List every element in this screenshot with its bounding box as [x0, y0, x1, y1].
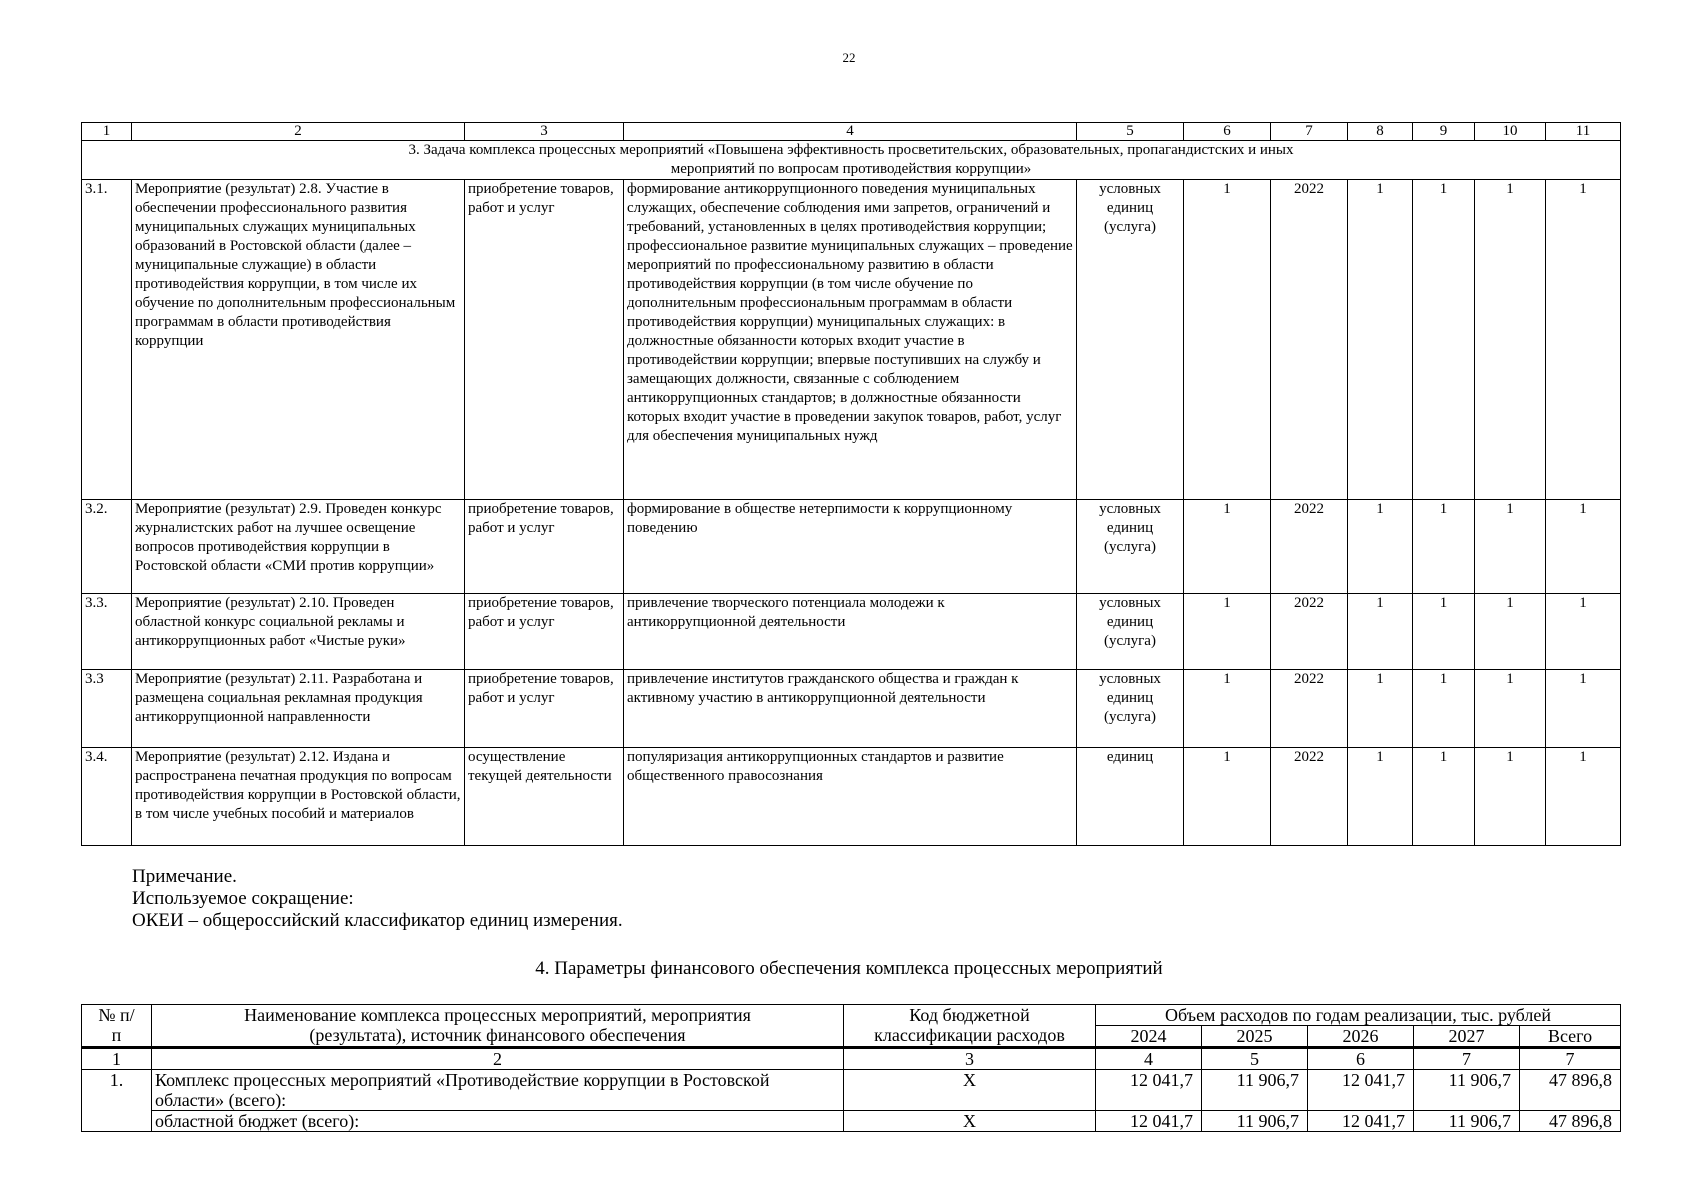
col-number: 2 — [152, 1048, 844, 1070]
activity-type: приобретение товаров, работ и услуг — [465, 180, 624, 500]
unit: условных единиц (услуга) — [1077, 670, 1184, 748]
value-2026: 12 041,7 — [1308, 1070, 1414, 1111]
header-num: № п/п — [82, 1005, 152, 1048]
row-name: областной бюджет (всего): — [152, 1111, 844, 1132]
note-block — [132, 866, 623, 932]
base-value: 1 — [1184, 500, 1271, 594]
activity-name: Мероприятие (результат) 2.12. Издана и распространена печатная продукция по вопросам противодействия коррупции в Ростовской области, в том числе учебных пособий и материалов — [132, 748, 465, 846]
section-row — [82, 141, 1621, 180]
row-number: 3.3. — [82, 594, 132, 670]
col-number: 4 — [624, 123, 1077, 141]
col-number: 6 — [1308, 1048, 1414, 1070]
value-cell: 1 — [1546, 748, 1621, 846]
value-cell: 1 — [1546, 500, 1621, 594]
value-2024: 12 041,7 — [1096, 1111, 1202, 1132]
value-2026: 12 041,7 — [1308, 1111, 1414, 1132]
activity-type: приобретение товаров, работ и услуг — [465, 500, 624, 594]
col-number: 6 — [1184, 123, 1271, 141]
value-cell: 1 — [1546, 594, 1621, 670]
value-cell: 1 — [1475, 594, 1546, 670]
value-2025: 11 906,7 — [1202, 1070, 1308, 1111]
value-total: 47 896,8 — [1520, 1111, 1621, 1132]
col-number: 9 — [1413, 123, 1475, 141]
base-year: 2022 — [1271, 594, 1348, 670]
row-number: 3.4. — [82, 748, 132, 846]
unit: условных единиц (услуга) — [1077, 180, 1184, 500]
header-total: Всего — [1520, 1026, 1621, 1048]
base-year: 2022 — [1271, 500, 1348, 594]
header-code: Код бюджетной классификации расходов — [844, 1005, 1096, 1048]
column-number-row — [82, 1048, 1621, 1070]
value-2027: 11 906,7 — [1414, 1111, 1520, 1132]
financing-table — [81, 1004, 1621, 1132]
header-year: 2026 — [1308, 1026, 1414, 1048]
value-cell: 1 — [1413, 594, 1475, 670]
value-cell: 1 — [1348, 594, 1413, 670]
col-number: 7 — [1520, 1048, 1621, 1070]
value-2025: 11 906,7 — [1202, 1111, 1308, 1132]
activity-type: приобретение товаров, работ и услуг — [465, 670, 624, 748]
header-name: Наименование комплекса процессных мероприятий, мероприятия (результата), источник финансового обеспечения — [152, 1005, 844, 1048]
unit: условных единиц (услуга) — [1077, 500, 1184, 594]
value-cell: 1 — [1475, 500, 1546, 594]
col-number: 1 — [82, 123, 132, 141]
activity-type: осуществление текущей деятельности — [465, 748, 624, 846]
header-year: 2025 — [1202, 1026, 1308, 1048]
value-cell: 1 — [1546, 180, 1621, 500]
col-number: 3 — [844, 1048, 1096, 1070]
table-row — [82, 670, 1621, 748]
value-cell: 1 — [1475, 670, 1546, 748]
value-cell: 1 — [1475, 180, 1546, 500]
activity-name: Мероприятие (результат) 2.9. Проведен конкурс журналистских работ на лучшее освещение вопросов противодействия коррупции в Ростовской области «СМИ против коррупции» — [132, 500, 465, 594]
activity-description: привлечение творческого потенциала молодежи к антикоррупционной деятельности — [624, 594, 1077, 670]
value-2027: 11 906,7 — [1414, 1070, 1520, 1111]
base-value: 1 — [1184, 748, 1271, 846]
section-title: 3. Задача комплекса процессных мероприятий «Повышена эффективность просветительских, образовательных, пропагандистских и иных мероприятий по вопросам противодействия коррупции» — [82, 141, 1621, 180]
activity-name: Мероприятие (результат) 2.10. Проведен областной конкурс социальной рекламы и антикоррупционных работ «Чистые руки» — [132, 594, 465, 670]
base-year: 2022 — [1271, 670, 1348, 748]
base-value: 1 — [1184, 670, 1271, 748]
activity-description: формирование антикоррупционного поведения муниципальных служащих, обеспечение соблюдения ими запретов, ограничений и требований, установленных в целях противодействия коррупции; профессиональное развитие муниципальных служащих – проведение мероприятий по профессиональному развитию в области противодействия коррупции (в том числе обучение по дополнительным профессиональным программам в области противодействия коррупции) муниципальных служащих: в должностные обязанности которых входит участие в противодействии коррупции; впервые поступивших на службу и замещающих должности, связанные с соблюдением антикоррупционных стандартов; в должностные обязанности которых входит участие в проведении закупок товаров, работ, услуг для обеспечения муниципальных нужд — [624, 180, 1077, 500]
value-cell: 1 — [1348, 500, 1413, 594]
value-cell: 1 — [1413, 500, 1475, 594]
row-number: 3.1. — [82, 180, 132, 500]
table-row — [82, 748, 1621, 846]
value-cell: 1 — [1546, 670, 1621, 748]
column-number-row — [82, 123, 1621, 141]
activity-type: приобретение товаров, работ и услуг — [465, 594, 624, 670]
header-row — [82, 1005, 1621, 1026]
unit: единиц — [1077, 748, 1184, 846]
col-number: 5 — [1202, 1048, 1308, 1070]
table-row — [82, 1111, 1621, 1132]
header-year: 2027 — [1414, 1026, 1520, 1048]
activity-description: популяризация антикоррупционных стандартов и развитие общественного правосознания — [624, 748, 1077, 846]
col-number: 7 — [1271, 123, 1348, 141]
row-code: Х — [844, 1111, 1096, 1132]
header-year: 2024 — [1096, 1026, 1202, 1048]
row-number: 1. — [82, 1070, 152, 1132]
col-number: 11 — [1546, 123, 1621, 141]
row-number: 3.3 — [82, 670, 132, 748]
row-name: Комплекс процессных мероприятий «Противодействие коррупции в Ростовской области» (всего): — [152, 1070, 844, 1111]
activity-name: Мероприятие (результат) 2.8. Участие в обеспечении профессионального развития муниципальных служащих муниципальных образований в Ростовской области (далее – муниципальные служащие) в области противодействия коррупции, в том числе их обучение по дополнительным профессиональным программам в области противодействия коррупции — [132, 180, 465, 500]
col-number: 2 — [132, 123, 465, 141]
col-number: 3 — [465, 123, 624, 141]
col-number: 4 — [1096, 1048, 1202, 1070]
col-number: 8 — [1348, 123, 1413, 141]
value-cell: 1 — [1413, 670, 1475, 748]
col-number: 7 — [1414, 1048, 1520, 1070]
base-value: 1 — [1184, 594, 1271, 670]
base-year: 2022 — [1271, 748, 1348, 846]
table-row — [82, 1070, 1621, 1111]
table-row — [82, 500, 1621, 594]
value-cell: 1 — [1348, 670, 1413, 748]
base-year: 2022 — [1271, 180, 1348, 500]
activity-name: Мероприятие (результат) 2.11. Разработана и размещена социальная рекламная продукция антикоррупционной направленности — [132, 670, 465, 748]
note-abbreviation-heading: Используемое сокращение: — [132, 888, 354, 909]
col-number: 1 — [82, 1048, 152, 1070]
col-number: 5 — [1077, 123, 1184, 141]
value-cell: 1 — [1475, 748, 1546, 846]
value-cell: 1 — [1348, 748, 1413, 846]
col-number: 10 — [1475, 123, 1546, 141]
row-number: 3.2. — [82, 500, 132, 594]
row-code: Х — [844, 1070, 1096, 1111]
activities-table — [81, 122, 1621, 846]
section-4-title: 4. Параметры финансового обеспечения комплекса процессных мероприятий — [535, 958, 1163, 979]
activity-description: привлечение институтов гражданского общества и граждан к активному участию в антикоррупционной деятельности — [624, 670, 1077, 748]
note-abbreviation: ОКЕИ – общероссийский классификатор единиц измерения. — [132, 910, 623, 931]
table-row — [82, 180, 1621, 500]
activity-description: формирование в обществе нетерпимости к коррупционному поведению — [624, 500, 1077, 594]
page-number: 22 — [842, 50, 856, 65]
value-total: 47 896,8 — [1520, 1070, 1621, 1111]
value-2024: 12 041,7 — [1096, 1070, 1202, 1111]
base-value: 1 — [1184, 180, 1271, 500]
value-cell: 1 — [1413, 180, 1475, 500]
value-cell: 1 — [1413, 748, 1475, 846]
value-cell: 1 — [1348, 180, 1413, 500]
note-heading: Примечание. — [132, 866, 237, 887]
header-volume: Объем расходов по годам реализации, тыс. рублей — [1096, 1005, 1621, 1026]
unit: условных единиц (услуга) — [1077, 594, 1184, 670]
table-row — [82, 594, 1621, 670]
